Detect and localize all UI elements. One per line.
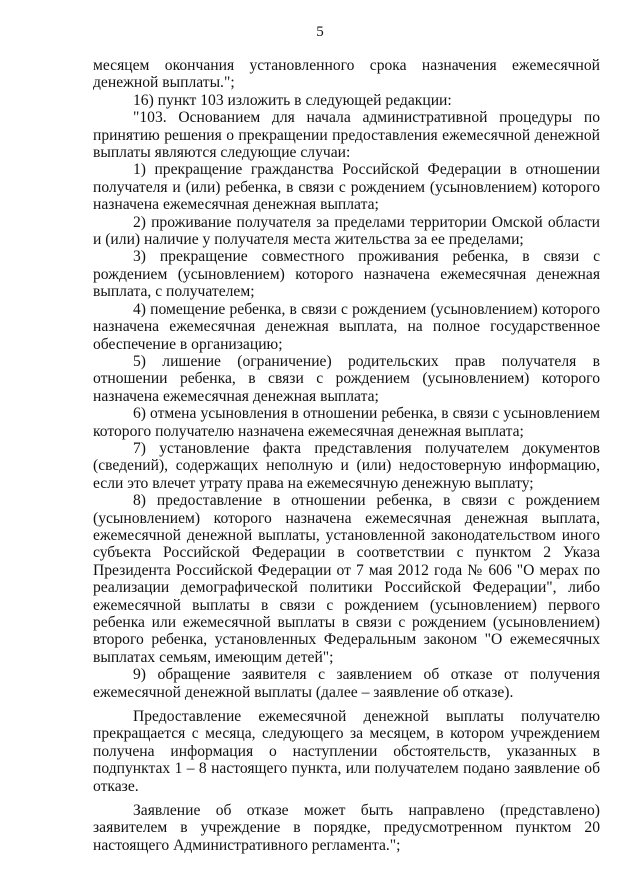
list-item-9: 9) обращение заявителя с заявлением об отказе от получения ежемесячной денежной выплаты (далее – заявление об отказе). — [93, 666, 600, 701]
list-item-8: 8) предоставление в отношении ребенка, в связи с рождением (усыновлением) которого назначена ежемесячная денежная выплата, ежемесячной денежной выплаты, установленной законодательством иного субъекта Российской Федерации в соответствии с пунктом 2 Указа Президента Российской Федерации от 7 мая 2012 года № 606 "О мерах по реализации демографической политики Российской Федерации", либо ежемесячной выплаты в связи с рождением (усыновлением) первого ребенка или ежемесячной выплаты в связи с рождением (усыновлением) второго ребенка, установленных Федеральным законом "О ежемесячных выплатах семьям, имеющим детей"; — [93, 492, 600, 666]
list-item-2: 2) проживание получателя за пределами территории Омской области и (или) наличие у получателя места жительства за ее пределами; — [93, 213, 600, 249]
page-number: 5 — [316, 24, 324, 40]
list-item-3: 3) прекращение совместного проживания ребенка, в связи с рождением (усыновлением) которого назначена ежемесячная денежная выплата, с получателем; — [93, 248, 600, 301]
paragraph-continuation: месяцем окончания установленного срока назначения ежемесячной денежной выплаты."; — [93, 57, 600, 92]
paragraph-item-16: 16) пункт 103 изложить в следующей редакции: — [133, 91, 452, 109]
list-item-4: 4) помещение ребенка, в связи с рождением (усыновлением) которого назначена ежемесячная денежная выплата, на полное государственное обеспечение в организацию; — [93, 300, 600, 353]
paragraph-point-103: "103. Основанием для начала административной процедуры по принятию решения о прекращении предоставления ежемесячной денежной выплаты являются следующие случаи: — [93, 109, 600, 162]
list-item-5: 5) лишение (ограничение) родительских прав получателя в отношении ребенка, в связи с рождением (усыновлением) которого назначена ежемесячная денежная выплата; — [93, 352, 600, 405]
list-item-6: 6) отмена усыновления в отношении ребенка, в связи с усыновлением которого получателю назначена ежемесячная денежная выплата; — [93, 405, 600, 440]
document-body — [93, 57, 600, 854]
paragraph-refusal-statement: Заявление об отказе может быть направлено (представлено) заявителем в учреждение в порядке, предусмотренном пунктом 20 настоящего Административного регламента."; — [93, 802, 600, 854]
paragraph-termination: Предоставление ежемесячной денежной выплаты получателю прекращается с месяца, следующего за месяцем, в котором учреждением получена информация о наступлении обстоятельств, указанных в подпунктах 1 – 8 настоящего пункта, или получателем подано заявление об отказе. — [93, 708, 600, 795]
list-item-7: 7) установление факта представления получателем документов (сведений), содержащих неполную и (или) недостоверную информацию, если это влечет утрату права на ежемесячную денежную выплату; — [93, 439, 600, 492]
list-item-1: 1) прекращение гражданства Российской Федерации в отношении получателя и (или) ребенка, в связи с рождением (усыновлением) которого назначена ежемесячная денежная выплата; — [93, 161, 600, 214]
